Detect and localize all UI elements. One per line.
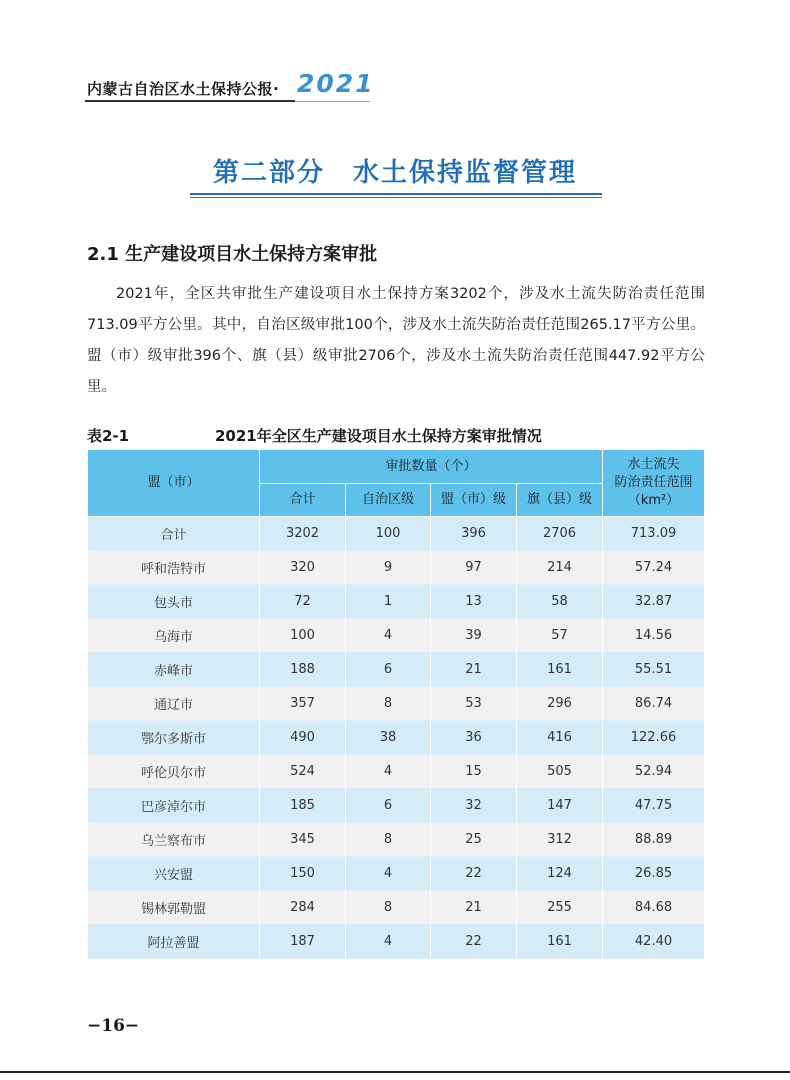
table-cell: 8 bbox=[346, 687, 431, 721]
table-cell: 6 bbox=[346, 653, 431, 687]
table-cell: 100 bbox=[346, 517, 431, 551]
table-cell: 鄂尔多斯市 bbox=[88, 721, 260, 755]
table-cell: 188 bbox=[260, 653, 346, 687]
table-cell: 88.89 bbox=[603, 823, 705, 857]
table-cell: 1 bbox=[346, 585, 431, 619]
table-cell: 345 bbox=[260, 823, 346, 857]
table-cell: 161 bbox=[517, 925, 603, 959]
table-cell: 9 bbox=[346, 551, 431, 585]
table-cell: 42.40 bbox=[603, 925, 705, 959]
table-cell: 32.87 bbox=[603, 585, 705, 619]
table-row bbox=[88, 823, 705, 857]
table-cell: 147 bbox=[517, 789, 603, 823]
header-area-line1: 水土流失 bbox=[627, 457, 680, 472]
table-row bbox=[88, 619, 705, 653]
section-paragraph: 2021年，全区共审批生产建设项目水土保持方案3202个，涉及水土流失防治责任范围713.09平方公里。其中，自治区级审批100个，涉及水土流失防治责任范围265.17平方公里。盟（市）级审批396个、旗（县）级审批2706个，涉及水土流失防治责任范围447.92平方公里。 bbox=[87, 286, 705, 395]
table-cell: 185 bbox=[260, 789, 346, 823]
table-cell: 26.85 bbox=[603, 857, 705, 891]
table-cell: 38 bbox=[346, 721, 431, 755]
header-title: 内蒙古自治区水土保持公报· bbox=[87, 80, 280, 98]
table-cell: 53 bbox=[431, 687, 517, 721]
table-cell: 52.94 bbox=[603, 755, 705, 789]
table-row bbox=[88, 789, 705, 823]
table-cell: 84.68 bbox=[603, 891, 705, 925]
section-heading: 2.1 生产建设项目水土保持方案审批 bbox=[87, 244, 378, 265]
table-row bbox=[88, 585, 705, 619]
table-cell: 21 bbox=[431, 891, 517, 925]
table-cell: 13 bbox=[431, 585, 517, 619]
footer-rule bbox=[0, 1071, 790, 1073]
table-cell: 524 bbox=[260, 755, 346, 789]
table-cell: 47.75 bbox=[603, 789, 705, 823]
table-cell: 兴安盟 bbox=[88, 857, 260, 891]
table-cell: 乌兰察布市 bbox=[88, 823, 260, 857]
table-cell: 6 bbox=[346, 789, 431, 823]
table-cell: 255 bbox=[517, 891, 603, 925]
table-cell: 100 bbox=[260, 619, 346, 653]
table-cell: 357 bbox=[260, 687, 346, 721]
table-row bbox=[88, 891, 705, 925]
table-cell: 21 bbox=[431, 653, 517, 687]
table-cell: 通辽市 bbox=[88, 687, 260, 721]
table-cell: 320 bbox=[260, 551, 346, 585]
table-cell: 3202 bbox=[260, 517, 346, 551]
header-rule bbox=[85, 100, 295, 102]
part-title-underline-thin bbox=[190, 197, 602, 198]
table-cell: 8 bbox=[346, 891, 431, 925]
table-cell: 包头市 bbox=[88, 585, 260, 619]
table-cell: 14.56 bbox=[603, 619, 705, 653]
table-cell: 15 bbox=[431, 755, 517, 789]
table-row bbox=[88, 517, 705, 551]
header-region: 盟（市） bbox=[88, 450, 260, 517]
table-cell: 4 bbox=[346, 619, 431, 653]
table-cell: 乌海市 bbox=[88, 619, 260, 653]
table-cell: 4 bbox=[346, 857, 431, 891]
table-cell: 锡林郭勒盟 bbox=[88, 891, 260, 925]
table-cell: 396 bbox=[431, 517, 517, 551]
table-row bbox=[88, 755, 705, 789]
page-number: −16− bbox=[87, 1016, 140, 1036]
table-cell: 416 bbox=[517, 721, 603, 755]
header-year: 2021 bbox=[297, 69, 375, 98]
header-area bbox=[603, 450, 705, 517]
table-row bbox=[88, 551, 705, 585]
table-cell: 32 bbox=[431, 789, 517, 823]
table-cell: 8 bbox=[346, 823, 431, 857]
table-row bbox=[88, 925, 705, 959]
header-area-line2: 防治责任范围 bbox=[614, 475, 693, 490]
table-cell: 122.66 bbox=[603, 721, 705, 755]
table-row bbox=[88, 687, 705, 721]
table-cell: 284 bbox=[260, 891, 346, 925]
table-cell: 2706 bbox=[517, 517, 603, 551]
table-cell: 150 bbox=[260, 857, 346, 891]
header-area-unit: （km²） bbox=[627, 493, 680, 508]
part-title: 第二部分 水土保持监督管理 bbox=[212, 158, 577, 188]
table-cell: 4 bbox=[346, 755, 431, 789]
table-cell: 阿拉善盟 bbox=[88, 925, 260, 959]
table-row bbox=[88, 721, 705, 755]
table-cell: 490 bbox=[260, 721, 346, 755]
table-cell: 57.24 bbox=[603, 551, 705, 585]
table-cell: 86.74 bbox=[603, 687, 705, 721]
header-autonomous-level: 自治区级 bbox=[346, 484, 431, 517]
header-total: 合计 bbox=[260, 484, 346, 517]
table-cell: 赤峰市 bbox=[88, 653, 260, 687]
table-title: 2021年全区生产建设项目水土保持方案审批情况 bbox=[215, 427, 542, 445]
table-row bbox=[88, 857, 705, 891]
table-cell: 124 bbox=[517, 857, 603, 891]
header-rule-accent bbox=[295, 101, 370, 102]
table-cell: 713.09 bbox=[603, 517, 705, 551]
table-cell: 合计 bbox=[88, 517, 260, 551]
table-cell: 312 bbox=[517, 823, 603, 857]
table-cell: 296 bbox=[517, 687, 603, 721]
approval-table bbox=[87, 449, 705, 959]
header-approval-count: 审批数量（个） bbox=[260, 450, 603, 484]
table-cell: 4 bbox=[346, 925, 431, 959]
table-cell: 呼伦贝尔市 bbox=[88, 755, 260, 789]
table-cell: 39 bbox=[431, 619, 517, 653]
table-row bbox=[88, 653, 705, 687]
header-league-level: 盟（市）级 bbox=[431, 484, 517, 517]
table-cell: 55.51 bbox=[603, 653, 705, 687]
table-cell: 72 bbox=[260, 585, 346, 619]
table-cell: 25 bbox=[431, 823, 517, 857]
table-body bbox=[88, 517, 705, 959]
part-title-underline bbox=[190, 193, 602, 195]
header-banner-level: 旗（县）级 bbox=[517, 484, 603, 517]
table-cell: 57 bbox=[517, 619, 603, 653]
table-cell: 呼和浩特市 bbox=[88, 551, 260, 585]
table-cell: 巴彦淖尔市 bbox=[88, 789, 260, 823]
table-cell: 161 bbox=[517, 653, 603, 687]
table-cell: 58 bbox=[517, 585, 603, 619]
table-cell: 214 bbox=[517, 551, 603, 585]
table-cell: 187 bbox=[260, 925, 346, 959]
table-cell: 97 bbox=[431, 551, 517, 585]
table-cell: 22 bbox=[431, 857, 517, 891]
table-label: 表2-1 bbox=[87, 427, 130, 445]
table-cell: 22 bbox=[431, 925, 517, 959]
table-cell: 36 bbox=[431, 721, 517, 755]
table-cell: 505 bbox=[517, 755, 603, 789]
